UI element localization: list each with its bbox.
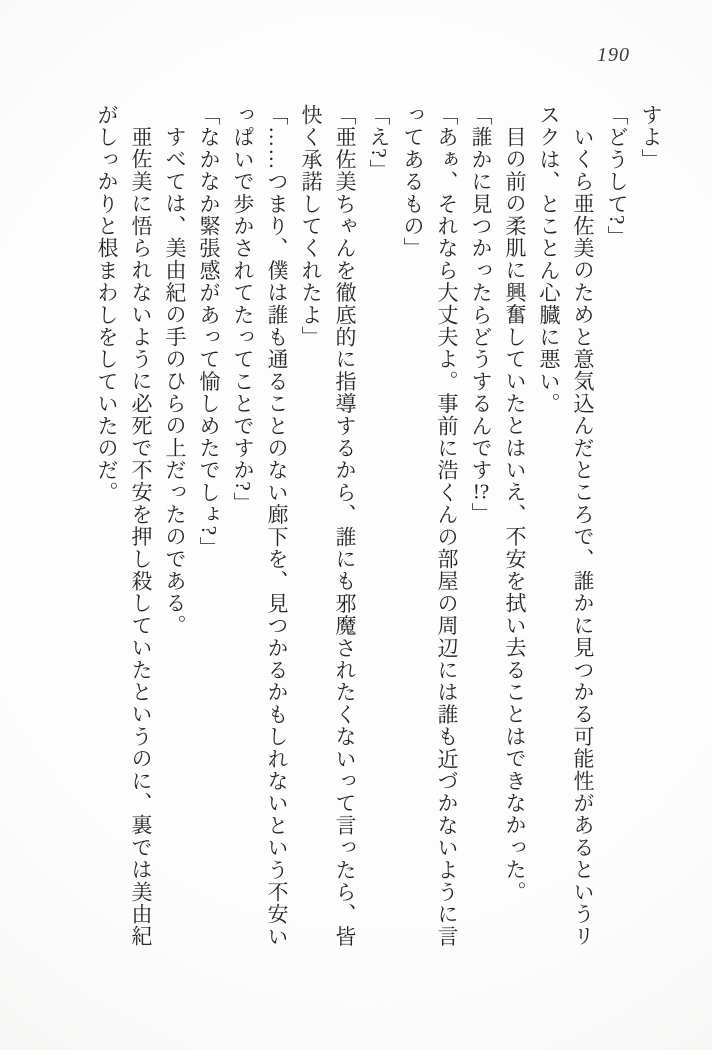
tatechuyoko-exclamation-question: !? [472,481,490,503]
paragraph: すよ」 [639,104,663,171]
paragraph: 「え?」 [367,104,391,182]
paragraph: 「なかなか緊張感があって愉しめたでしょ?」 [197,104,221,559]
paragraph: 亜佐美に悟られないように必死で不安を押し殺していたというのに、裏では美由紀がしっかりと根まわしをしていたのだ。 [95,104,153,948]
page-number: 190 [597,44,630,66]
paragraph: いくら亜佐美のためと意気込んだところで、誰かに見つかる可能性があるというリスクは、とことん心臓に悪い。 [537,104,595,948]
paragraph: 「亜佐美ちゃんを徹底的に指導するから、誰にも邪魔されたくないって言ったら、皆快く承諾してくれたよ」 [299,104,357,948]
page-text [90,104,668,952]
paragraph: 「どうして?」 [605,104,629,248]
paragraph: 「誰かに見つかったらどうするんです!?」 [469,104,493,525]
paragraph: 目の前の柔肌に興奮していたとはいえ、不安を拭い去ることはできなかった。 [503,126,527,903]
paragraph: 「……つまり、僕は誰も通ることのない廊下を、見つかるかもしれないという不安いっぱいで歩かされてたってことですか?」 [231,104,289,948]
paragraph: すべては、美由紀の手のひらの上だったのである。 [163,126,187,637]
paragraph: 「あぁ、それなら大丈夫よ。事前に浩くんの部屋の周辺には誰も近づかないように言ってあるもの」 [401,104,459,948]
